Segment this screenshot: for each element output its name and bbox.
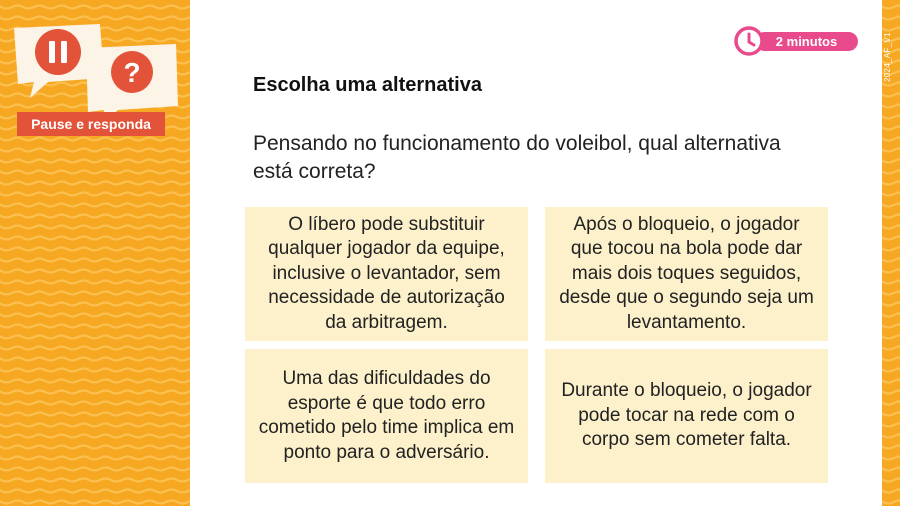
option-c[interactable] xyxy=(245,349,528,483)
question-text: Pensando no funcionamento do voleibol, qual alternativa está correta? xyxy=(253,132,781,183)
page-heading: Escolha uma alternativa xyxy=(253,74,482,96)
timer-label: 2 minutos xyxy=(755,32,858,51)
option-d[interactable] xyxy=(545,349,828,483)
option-b-text: Após o bloqueio, o jogador que tocou na bola pode dar mais dois toques seguidos, desde que o segundo seja um levantamento. xyxy=(559,213,814,333)
option-a-text: O líbero pode substituir qualquer jogador da equipe, inclusive o levantador, sem necessidade de autorização da arbitragem. xyxy=(268,213,505,333)
option-b[interactable] xyxy=(545,207,828,341)
timer xyxy=(733,25,863,57)
slide-code: 2024_AF_V1 xyxy=(883,32,892,82)
clock-icon xyxy=(733,25,765,57)
option-d-text: Durante o bloqueio, o jogador pode tocar na rede com o corpo sem cometer falta. xyxy=(561,380,812,451)
option-c-text: Uma das dificuldades do esporte é que todo erro cometido pelo time implica em ponto para o adversário. xyxy=(258,368,515,463)
pause-icon xyxy=(35,29,81,75)
pause-respond-label: Pause e responda xyxy=(17,112,165,136)
question-mark-icon xyxy=(111,51,153,93)
option-a[interactable] xyxy=(245,207,528,341)
left-decorative-panel xyxy=(0,0,190,506)
svg-text:?: ? xyxy=(123,57,141,88)
